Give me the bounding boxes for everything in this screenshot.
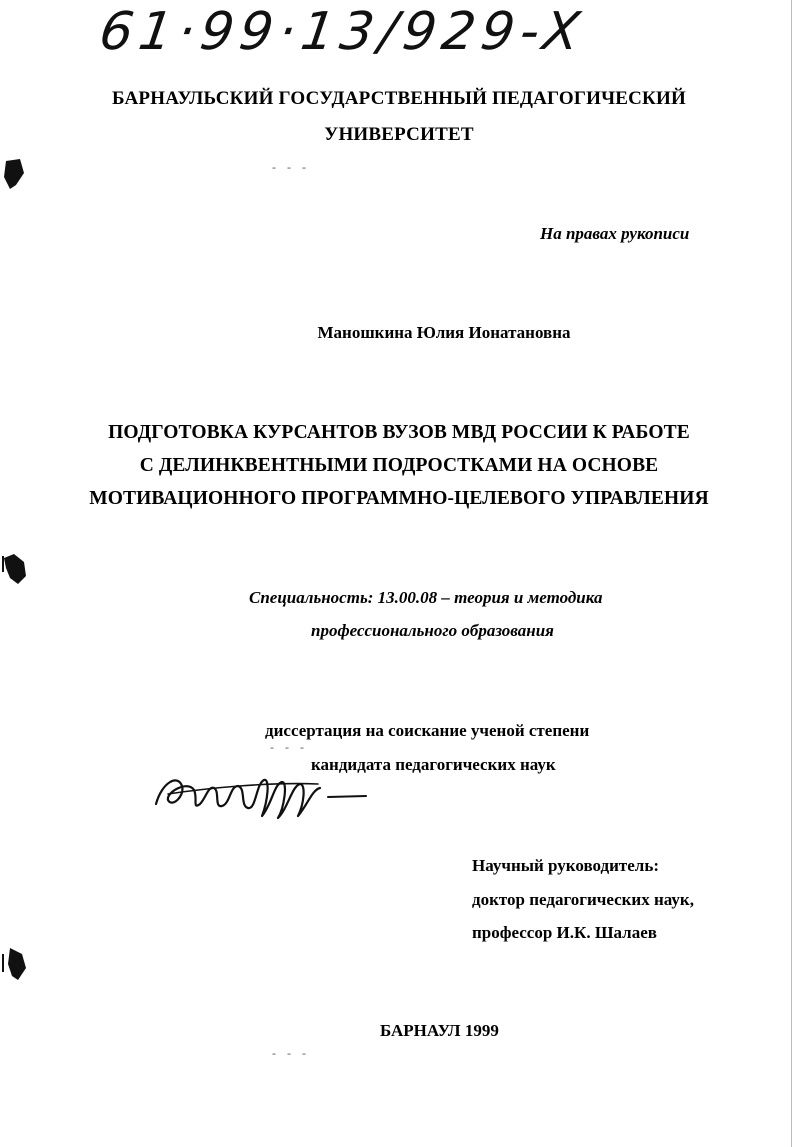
scan-dash-mark: - - - xyxy=(272,1046,310,1060)
manuscript-rights-note: На правах рукописи xyxy=(540,224,690,243)
dissertation-title-line3: МОТИВАЦИОННОГО ПРОГРАММНО-ЦЕЛЕВОГО УПРАВЛЕНИЯ xyxy=(89,488,709,509)
supervisor-label: Научный руководитель: xyxy=(472,856,659,875)
dissertation-title-line1: ПОДГОТОВКА КУРСАНТОВ ВУЗОВ МВД РОССИИ К РАБОТЕ xyxy=(108,422,690,443)
binder-hole-mark-bottom xyxy=(0,944,28,984)
degree-line1: диссертация на соискание ученой степени xyxy=(265,721,590,740)
dissertation-title-line2: С ДЕЛИНКВЕНТНЫМИ ПОДРОСТКАМИ НА ОСНОВЕ xyxy=(139,455,659,476)
university-name-line2: УНИВЕРСИТЕТ xyxy=(324,124,474,145)
author-name: Маношкина Юлия Ионатановна xyxy=(317,323,571,342)
place-and-year: БАРНАУЛ 1999 xyxy=(380,1021,499,1040)
supervisor-name: профессор И.К. Шалаев xyxy=(472,923,657,942)
binder-hole-mark-middle xyxy=(0,548,28,588)
supervisor-degree: доктор педагогических наук, xyxy=(472,890,694,909)
scan-dash-mark: - - - xyxy=(272,160,310,174)
handwritten-catalog-number: 61·99·13/929-X xyxy=(95,2,590,62)
binder-hole-mark-top xyxy=(0,155,28,195)
specialty-line2: профессионального образования xyxy=(311,621,554,640)
scan-dash-mark: - - - xyxy=(270,740,308,754)
author-signature xyxy=(148,764,378,824)
specialty-line1: Специальность: 13.00.08 – теория и методика xyxy=(249,588,603,607)
university-name-line1: БАРНАУЛЬСКИЙ ГОСУДАРСТВЕННЫЙ ПЕДАГОГИЧЕСКИЙ xyxy=(112,88,686,109)
degree-line2: кандидата педагогических наук xyxy=(311,755,556,774)
scan-edge-line xyxy=(791,0,792,1147)
